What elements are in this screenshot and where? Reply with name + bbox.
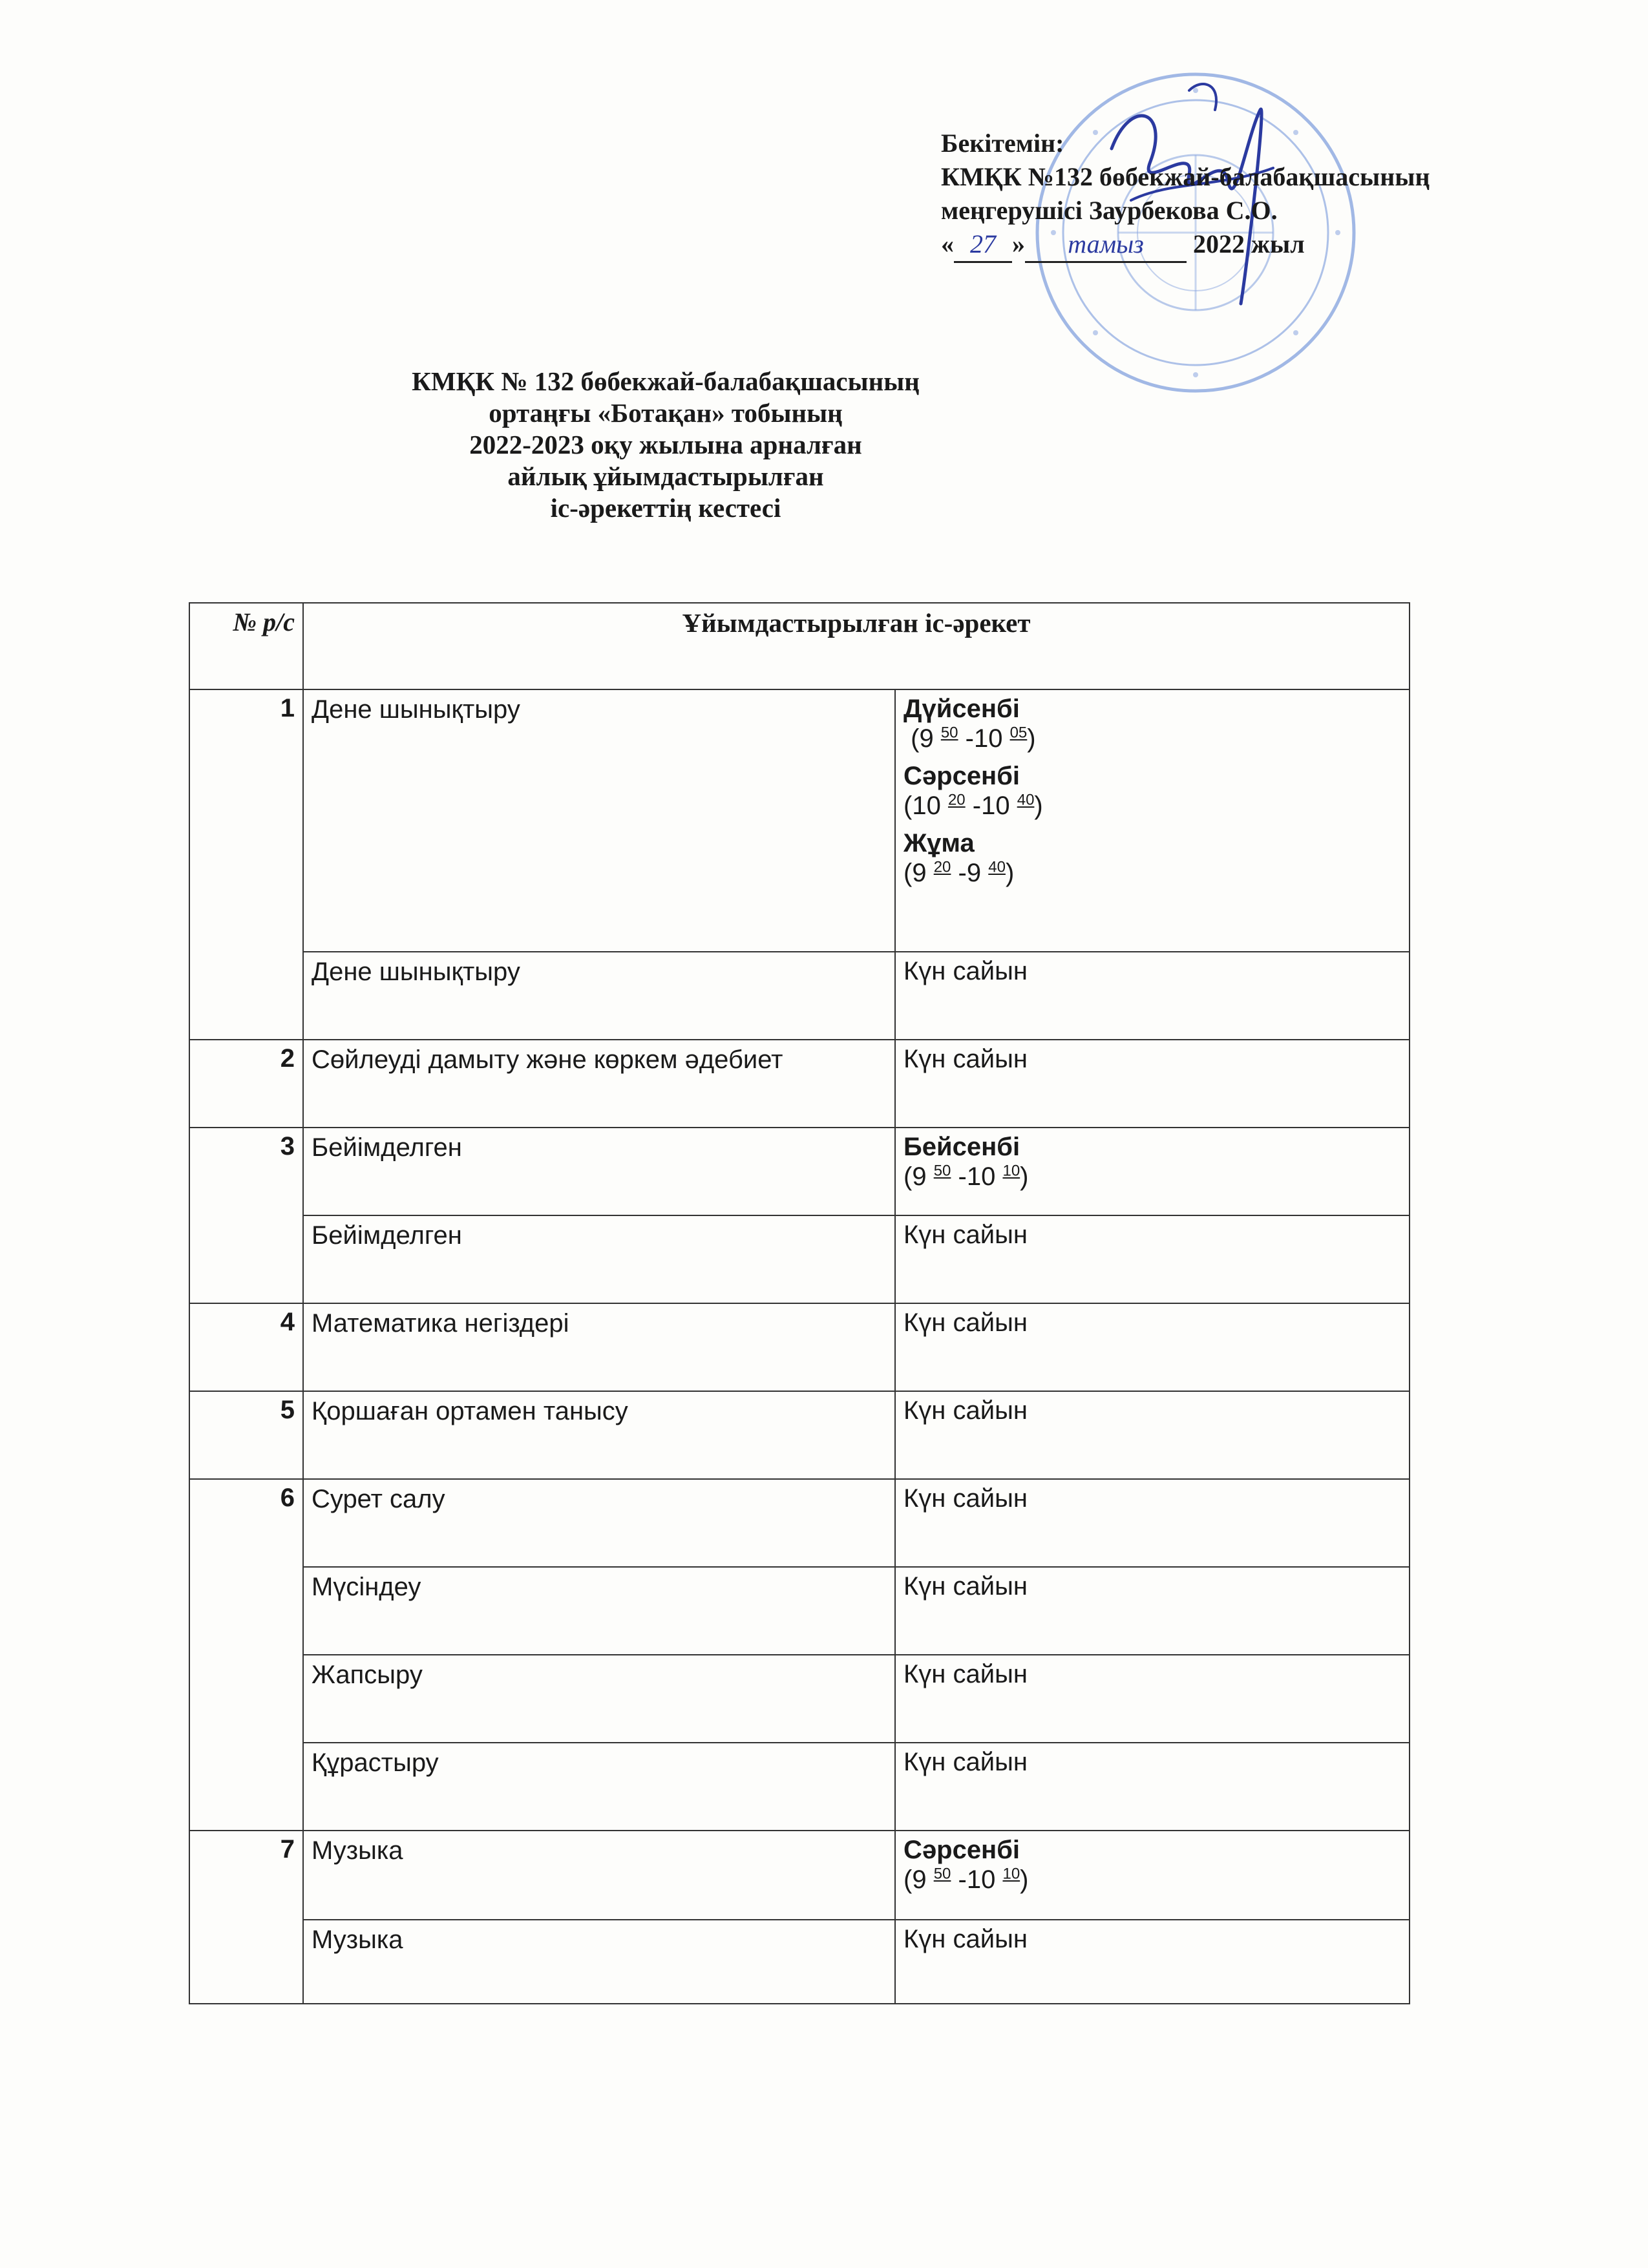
table-row [189, 1215, 1410, 1303]
title-line: КМҚК № 132 бөбекжай-балабақшасының [412, 366, 920, 396]
table-row [189, 1567, 1410, 1655]
schedule-entry: Сәрсенбі (10 $^{20}$ -10 $^{40}$) [903, 761, 1401, 821]
time-minutes: 10 [1002, 1865, 1020, 1883]
title-line: 2022-2023 оқу жылына арналған [469, 430, 862, 459]
activity-cell: Қоршаған ортамен танысу [303, 1391, 895, 1479]
time-minutes: 20 [933, 858, 951, 876]
document-title [246, 366, 1086, 524]
schedule-cell [895, 1831, 1410, 1920]
activity-cell: Бейімделген [303, 1128, 895, 1215]
activity-cell: Бейімделген [303, 1215, 895, 1303]
row-number: 1 [189, 689, 303, 1040]
table-row [189, 1743, 1410, 1831]
schedule-table [189, 602, 1410, 2004]
approval-block [941, 127, 1587, 263]
time-minutes: 20 [947, 791, 966, 809]
row-number: 5 [189, 1391, 303, 1479]
schedule-cell: Күн сайын [895, 1920, 1410, 2004]
table-row [189, 1391, 1410, 1479]
activity-cell: Дене шынықтыру [303, 689, 895, 952]
time-hour: 9 [912, 859, 927, 887]
table-row [189, 1831, 1410, 1920]
approval-date [941, 227, 1587, 263]
row-number: 3 [189, 1128, 303, 1303]
header-activity: Ұйымдастырылған іс-әрекет [303, 603, 1410, 689]
table-row [189, 1655, 1410, 1743]
time-hour: 9 [912, 1162, 927, 1191]
weekday: Сәрсенбі [903, 1836, 1020, 1864]
time-minutes: 40 [1017, 791, 1035, 809]
time-hour: 9 [919, 724, 934, 753]
weekday: Дүйсенбі [903, 695, 1020, 723]
schedule-entry: Бейсенбі (9 $^{50}$ -10 $^{10}$) [903, 1132, 1401, 1192]
schedule-cell: Күн сайын [895, 1743, 1410, 1831]
activity-cell: Музыка [303, 1920, 895, 2004]
activity-cell: Құрастыру [303, 1743, 895, 1831]
date-open-quote: « [941, 229, 954, 258]
approval-org: КМҚК №132 бөбекжай-балабақшасының [941, 162, 1430, 191]
date-month: тамыз [1025, 227, 1187, 263]
schedule-cell: Күн сайын [895, 952, 1410, 1040]
time-minutes: 50 [940, 724, 958, 742]
time-minutes: 50 [933, 1865, 951, 1883]
table-row [189, 1040, 1410, 1128]
time-hour: -10 [958, 1162, 996, 1191]
approval-label: Бекітемін: [941, 129, 1064, 158]
table-row [189, 689, 1410, 952]
time-hour: -10 [958, 1865, 996, 1894]
table-row [189, 952, 1410, 1040]
table-header-row [189, 603, 1410, 689]
time-minutes: 10 [1002, 1162, 1020, 1180]
title-line: айлық ұйымдастырылған [507, 461, 824, 491]
schedule-cell [895, 1128, 1410, 1215]
time-minutes: 40 [988, 858, 1006, 876]
approval-head: меңгерушісі Заурбекова С.О. [941, 196, 1278, 225]
schedule-cell: Күн сайын [895, 1479, 1410, 1567]
weekday: Бейсенбі [903, 1133, 1020, 1161]
schedule-entry: Сәрсенбі (9 $^{50}$ -10 $^{10}$) [903, 1835, 1401, 1895]
activity-cell: Музыка [303, 1831, 895, 1920]
schedule-cell: Күн сайын [895, 1655, 1410, 1743]
schedule-cell: Күн сайын [895, 1567, 1410, 1655]
time-hour: 9 [912, 1865, 927, 1894]
date-day: 27 [954, 227, 1012, 263]
time-minutes: 50 [933, 1162, 951, 1180]
activity-cell: Сурет салу [303, 1479, 895, 1567]
row-number: 2 [189, 1040, 303, 1128]
time-hour: -9 [958, 859, 982, 887]
activity-cell: Сөйлеуді дамыту және көркем әдебиет [303, 1040, 895, 1128]
table-row [189, 1479, 1410, 1567]
weekday: Сәрсенбі [903, 762, 1020, 790]
date-close-quote: » [1012, 229, 1025, 258]
schedule-entry: Жұма (9 $^{20}$ -9 $^{40}$) [903, 828, 1401, 888]
table-row [189, 1920, 1410, 2004]
row-number: 7 [189, 1831, 303, 2004]
title-line: ортаңғы «Ботақан» тобының [489, 398, 843, 428]
schedule-cell [895, 689, 1410, 952]
time-hour: -10 [972, 792, 1010, 820]
title-line: іс-әрекеттің кестесі [550, 493, 781, 523]
schedule-cell: Күн сайын [895, 1215, 1410, 1303]
activity-cell: Математика негіздері [303, 1303, 895, 1391]
time-minutes: 05 [1009, 724, 1028, 742]
date-year: 2022 жыл [1193, 229, 1305, 258]
table-row [189, 1303, 1410, 1391]
schedule-cell: Күн сайын [895, 1391, 1410, 1479]
schedule-entry: Дүйсенбі (9 $^{50}$ -10 $^{05}$) [903, 694, 1401, 753]
activity-cell: Жапсыру [303, 1655, 895, 1743]
time-hour: -10 [965, 724, 1003, 753]
schedule-cell: Күн сайын [895, 1303, 1410, 1391]
schedule-cell: Күн сайын [895, 1040, 1410, 1128]
activity-cell: Мүсіндеу [303, 1567, 895, 1655]
weekday: Жұма [903, 829, 975, 857]
header-number: № р/с [189, 603, 303, 689]
time-hour: 10 [912, 792, 941, 820]
row-number: 6 [189, 1479, 303, 1831]
table-row [189, 1128, 1410, 1215]
row-number: 4 [189, 1303, 303, 1391]
activity-cell: Дене шынықтыру [303, 952, 895, 1040]
